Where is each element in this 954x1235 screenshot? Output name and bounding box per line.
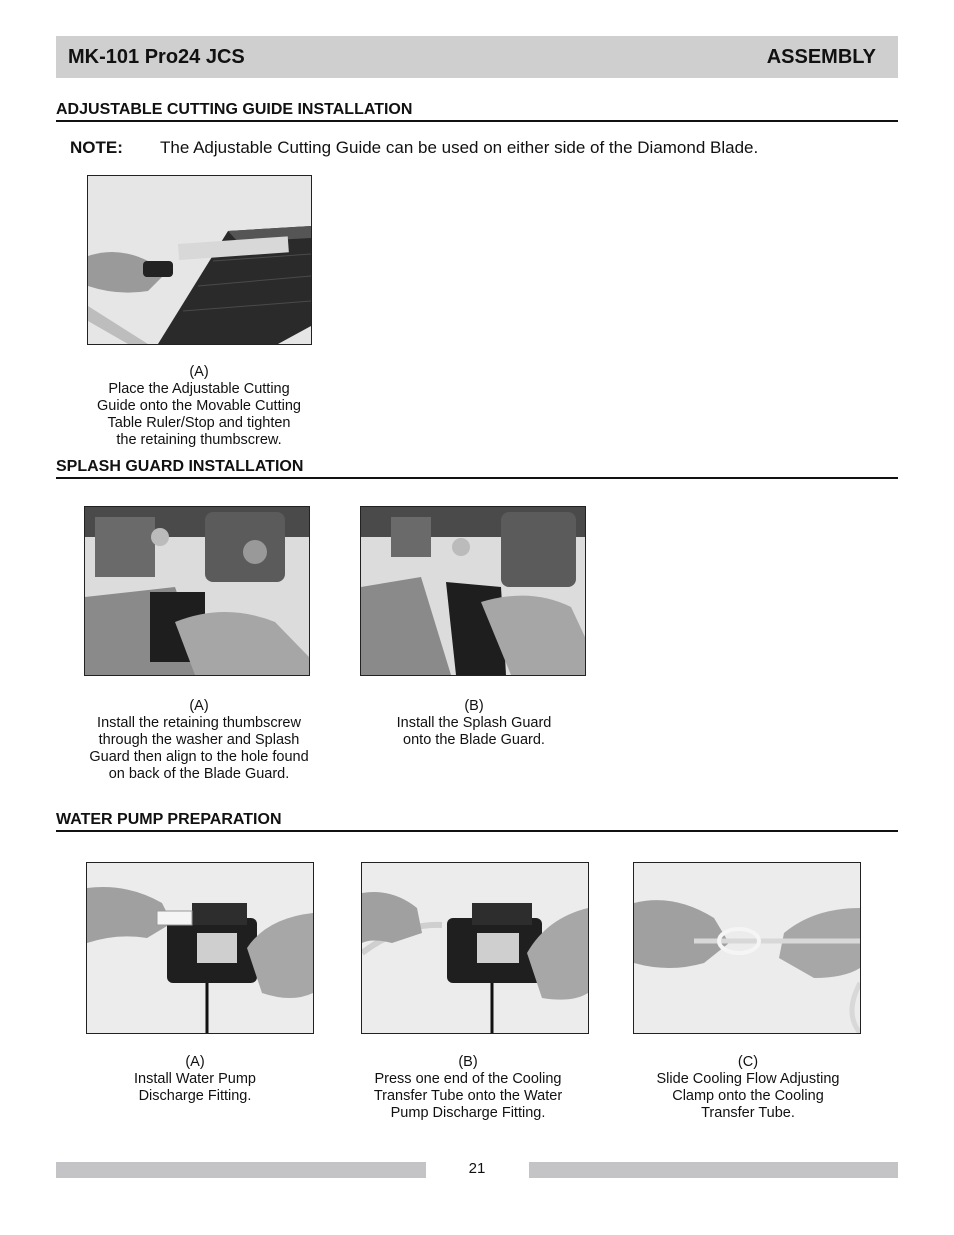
caption-line: through the washer and Splash (98, 732, 300, 748)
caption-letter: (A) (185, 1054, 205, 1070)
caption-line: Guide onto the Movable Cutting (97, 398, 301, 414)
caption-line: Transfer Tube onto the Water (373, 1088, 563, 1104)
caption-water-pump-a (86, 1054, 304, 1105)
footer-bar-right (529, 1162, 898, 1178)
caption-line: Guard then align to the hole found (89, 749, 309, 765)
caption-line: Slide Cooling Flow Adjusting (656, 1071, 840, 1087)
photo-water-pump-c (633, 862, 861, 1034)
photo-water-pump-a (86, 862, 314, 1034)
caption-water-pump-c (636, 1054, 860, 1122)
caption-line: onto the Blade Guard. (403, 732, 545, 748)
caption-line: on back of the Blade Guard. (108, 766, 290, 782)
caption-letter: (B) (458, 1054, 478, 1070)
photo-water-pump-b (361, 862, 589, 1034)
model-title: MK-101 Pro24 JCS (68, 46, 245, 68)
photo-cutting-guide-a (87, 175, 312, 345)
caption-letter: (B) (464, 698, 484, 714)
section-title-water-pump: WATER PUMP PREPARATION (56, 811, 898, 832)
note-text: The Adjustable Cutting Guide can be used on either side of the Diamond Blade. (160, 138, 759, 157)
caption-line: Transfer Tube. (701, 1105, 795, 1121)
caption-line: Pump Discharge Fitting. (390, 1105, 546, 1121)
caption-line: Press one end of the Cooling (374, 1071, 562, 1087)
footer-bar-left (56, 1162, 426, 1178)
caption-line: Discharge Fitting. (138, 1088, 252, 1104)
caption-line: Install the Splash Guard (396, 715, 552, 731)
note (70, 138, 758, 158)
caption-water-pump-b (358, 1054, 578, 1122)
caption-line: Table Ruler/Stop and tighten (107, 415, 291, 431)
section-title-cutting-guide: ADJUSTABLE CUTTING GUIDE INSTALLATION (56, 101, 898, 122)
caption-line: Install Water Pump (134, 1071, 256, 1087)
caption-line: Place the Adjustable Cutting (108, 381, 290, 397)
caption-cutting-guide-a (82, 364, 316, 449)
caption-letter: (C) (737, 1054, 759, 1070)
page-number: 21 (468, 1160, 486, 1177)
page-header (56, 36, 898, 78)
caption-line: the retaining thumbscrew. (116, 432, 282, 448)
caption-splash-guard-b (364, 698, 584, 749)
section-title-splash-guard: SPLASH GUARD INSTALLATION (56, 458, 898, 479)
photo-splash-guard-b (360, 506, 586, 676)
caption-line: Install the retaining thumbscrew (97, 715, 301, 731)
caption-letter: (A) (189, 698, 209, 714)
chapter-title: ASSEMBLY (766, 46, 876, 68)
caption-line: Clamp onto the Cooling (672, 1088, 824, 1104)
caption-splash-guard-a (80, 698, 318, 783)
caption-letter: (A) (189, 364, 209, 380)
note-label: NOTE: (70, 138, 123, 157)
photo-splash-guard-a (84, 506, 310, 676)
